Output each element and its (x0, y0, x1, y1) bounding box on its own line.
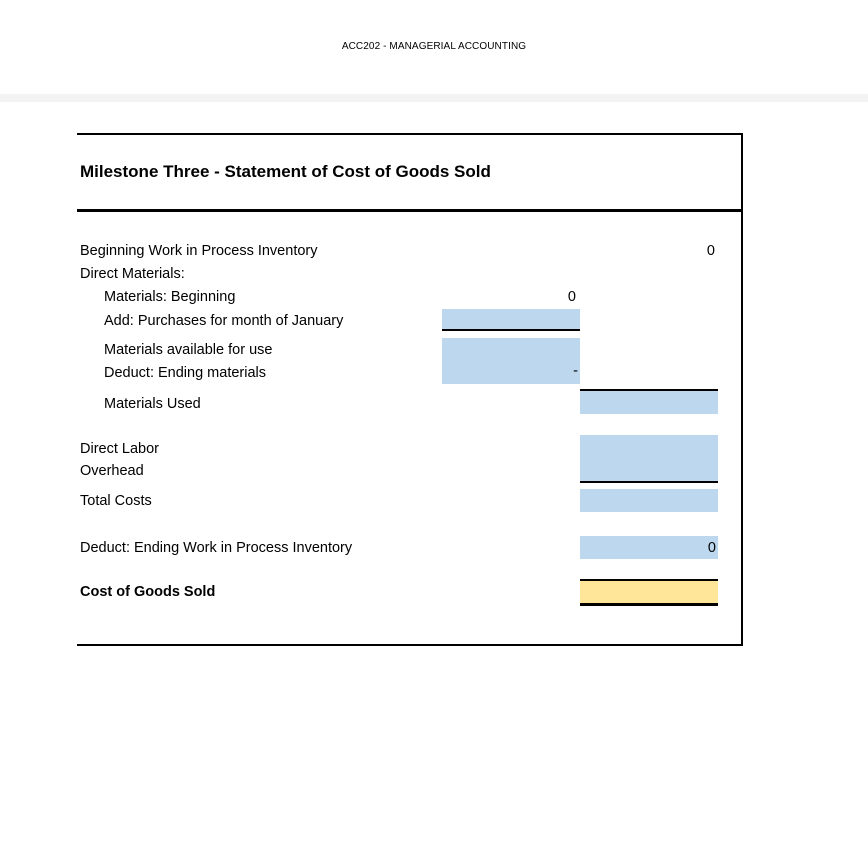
overhead-label: Overhead (80, 463, 144, 479)
statement-title: Milestone Three - Statement of Cost of Goods Sold (80, 162, 491, 181)
ending-wip-label: Deduct: Ending Work in Process Inventory (80, 540, 353, 556)
direct-materials-label: Direct Materials: (80, 266, 185, 282)
course-title: ACC202 - MANAGERIAL ACCOUNTING (341, 41, 527, 52)
ending-materials-value: - (573, 363, 578, 379)
purchases-label: Add: Purchases for month of January (104, 313, 344, 329)
materials-used-cell[interactable] (580, 389, 718, 414)
direct-labor-label: Direct Labor (80, 441, 159, 457)
title-row (77, 135, 741, 212)
ending-wip-cell[interactable] (580, 536, 718, 559)
beginning-wip-value: 0 (706, 243, 715, 259)
cogs-result-cell[interactable] (580, 579, 718, 606)
beginning-wip-label: Beginning Work in Process Inventory (80, 243, 318, 259)
total-costs-cell[interactable] (580, 489, 718, 512)
ending-wip-value: 0 (707, 540, 716, 556)
materials-beginning-label: Materials: Beginning (104, 289, 236, 305)
materials-used-label: Materials Used (104, 396, 201, 412)
materials-available-cell[interactable] (442, 338, 580, 384)
purchases-input-cell[interactable] (442, 309, 580, 331)
header-divider (0, 94, 868, 102)
cogs-label: Cost of Goods Sold (80, 584, 216, 600)
ending-materials-label: Deduct: Ending materials (104, 365, 266, 381)
page-header (0, 0, 868, 94)
materials-available-label: Materials available for use (104, 342, 273, 358)
labor-overhead-cell[interactable] (580, 435, 718, 483)
materials-beginning-value: 0 (567, 289, 576, 305)
cogs-statement (77, 133, 743, 646)
total-costs-label: Total Costs (80, 493, 152, 509)
